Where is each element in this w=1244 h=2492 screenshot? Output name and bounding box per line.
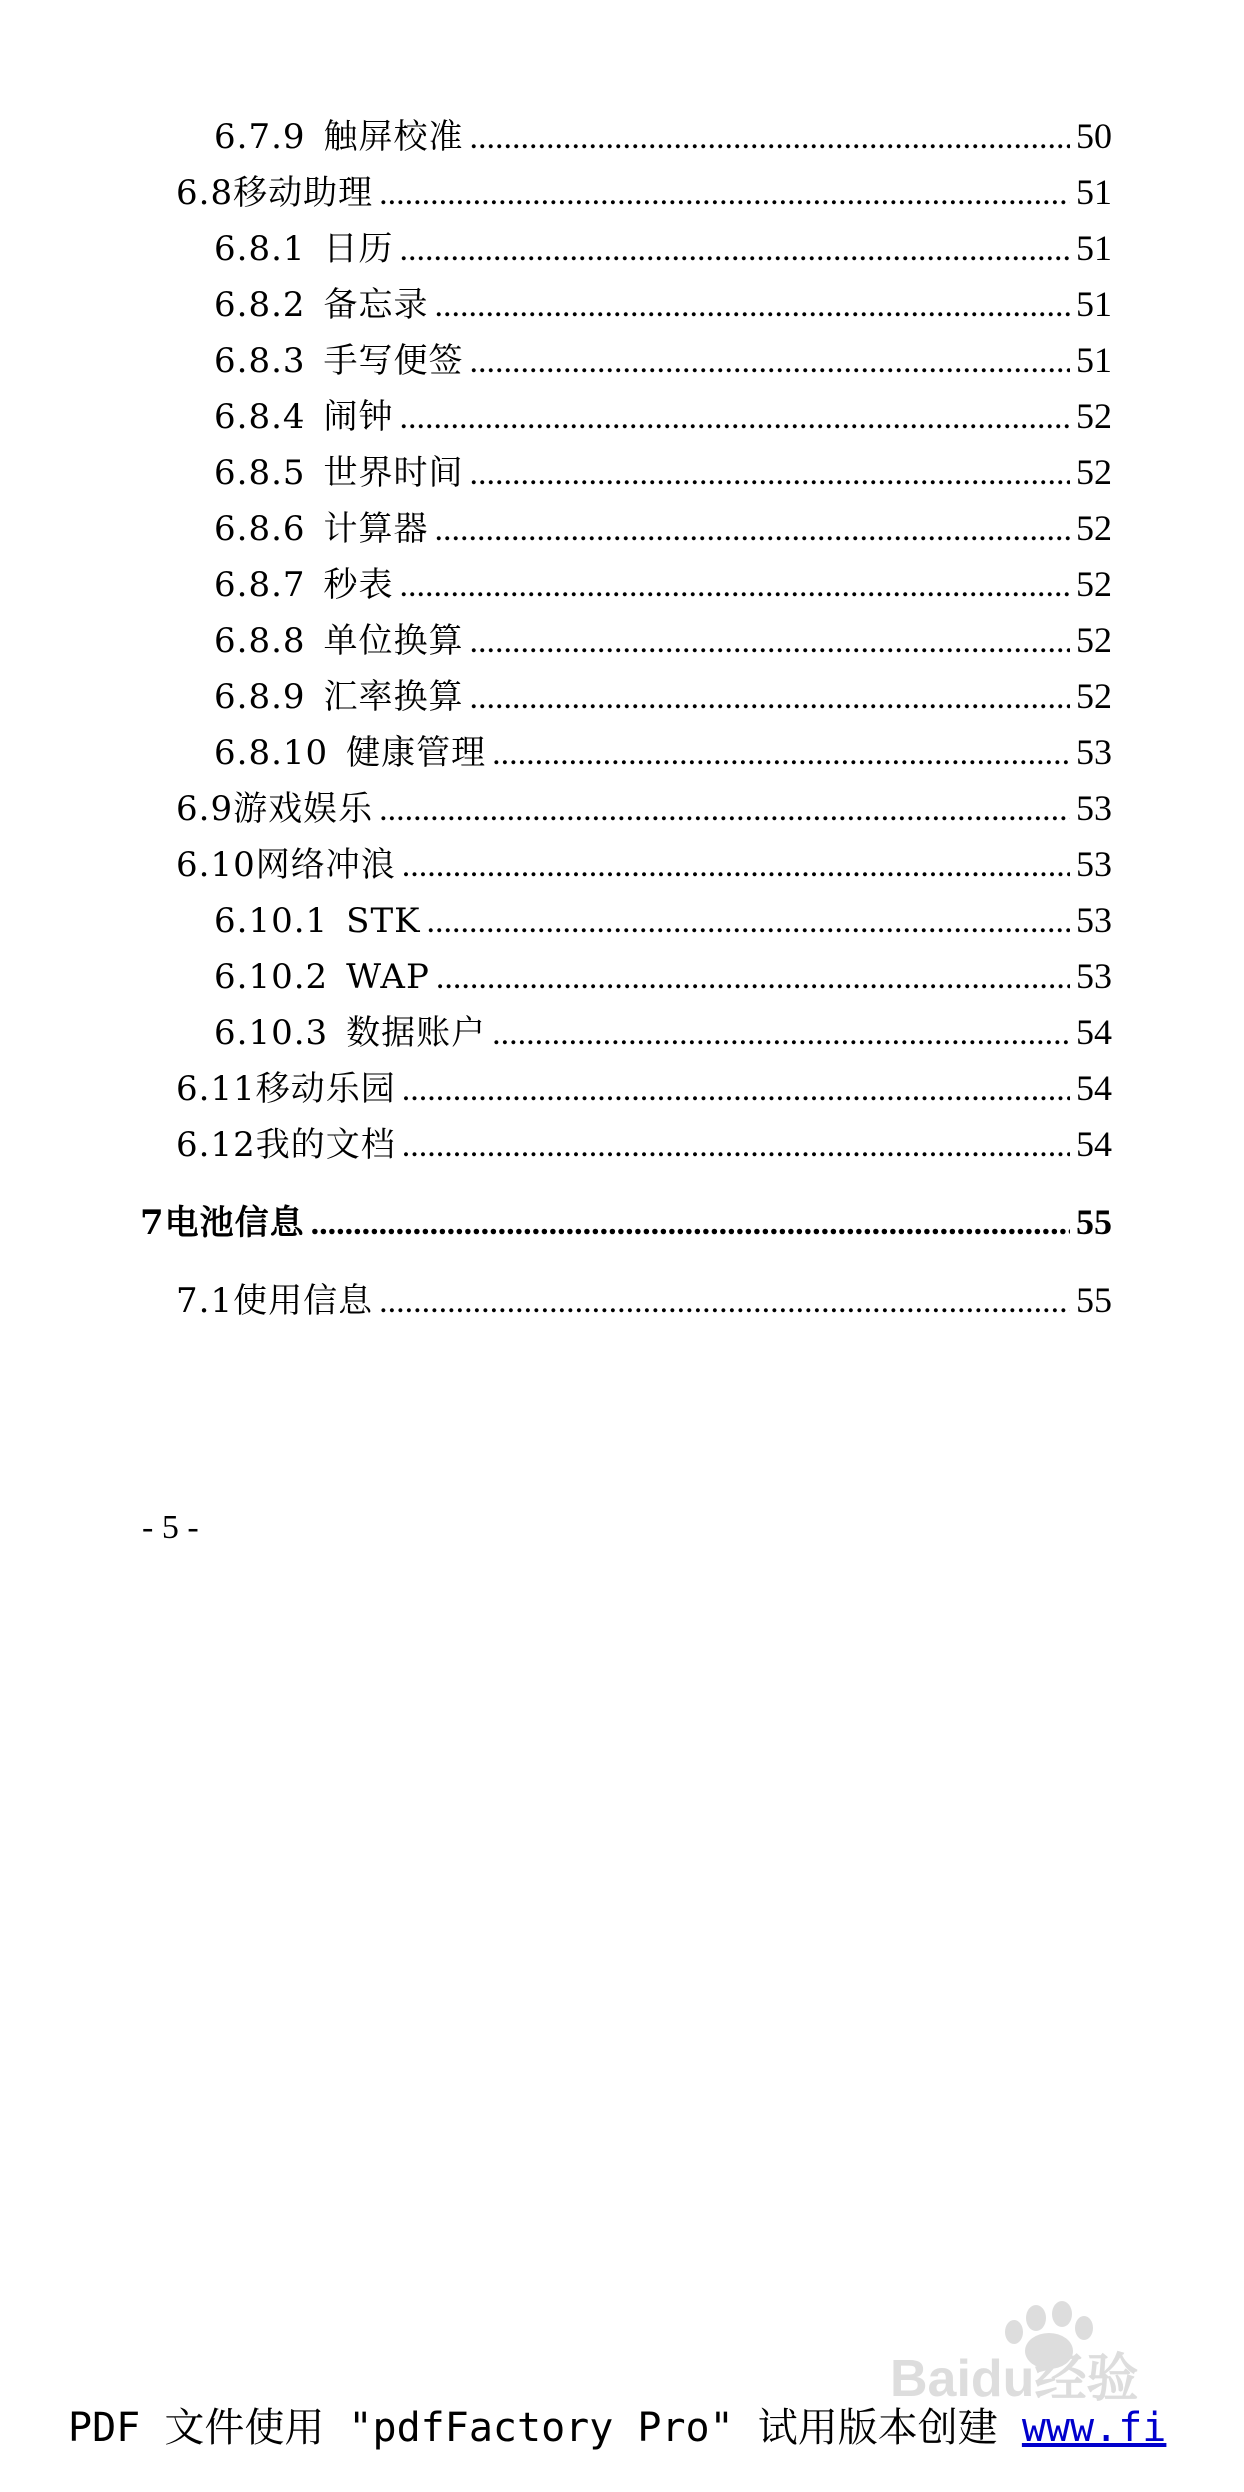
toc-entry-title: 闹钟 [323, 397, 394, 437]
toc-entry[interactable] [214, 952, 1112, 1000]
toc-entry-number: 6.10.1 [214, 901, 329, 941]
toc-entry-number: 7 [140, 1203, 165, 1243]
toc-entry-page: 54 [1076, 1124, 1112, 1164]
toc-entry-title: 秒表 [323, 565, 394, 605]
toc-entry-title: 健康管理 [346, 733, 487, 773]
toc-dot-leader [379, 785, 1070, 833]
toc-entry-page: 50 [1076, 116, 1112, 156]
toc-dot-leader [379, 1277, 1070, 1325]
toc-entry[interactable] [214, 616, 1112, 664]
toc-entry-title: 使用信息 [233, 1281, 374, 1321]
toc-entry-title: 备忘录 [323, 285, 429, 325]
toc-entry-title: 世界时间 [323, 453, 464, 493]
toc-entry-title: 计算器 [323, 509, 429, 549]
toc-entry[interactable] [214, 728, 1112, 776]
toc-entry-number: 6.8.4 [214, 397, 306, 437]
toc-entry-title: 移动助理 [233, 173, 374, 213]
toc-entry-number: 6.8.10 [214, 733, 329, 773]
toc-entry[interactable] [176, 1120, 1112, 1168]
toc-entry-title: 单位换算 [323, 621, 464, 661]
toc-entry[interactable] [214, 392, 1112, 440]
toc-entry-title: WAP [346, 957, 430, 997]
page-number: - 5 - [142, 1509, 199, 1546]
toc-entry-page: 55 [1076, 1202, 1112, 1242]
toc-entry-number: 6.7.9 [214, 117, 306, 157]
toc-entry-number: 6.8.1 [214, 229, 306, 269]
toc-entry-number: 6.11 [176, 1069, 256, 1109]
toc-entry[interactable] [214, 336, 1112, 384]
toc-entry-title: 数据账户 [346, 1013, 487, 1053]
toc-entry-page: 52 [1076, 676, 1112, 716]
toc-entry[interactable] [214, 896, 1112, 944]
toc-entry[interactable] [214, 448, 1112, 496]
toc-dot-leader [402, 841, 1070, 889]
toc-entry-page: 52 [1076, 396, 1112, 436]
toc-entry-title: 电池信息 [164, 1203, 305, 1243]
toc-entry[interactable] [214, 280, 1112, 328]
toc-entry-number: 6.9 [176, 789, 234, 829]
toc-entry-title: 网络冲浪 [255, 845, 396, 885]
toc-entry-number: 6.8.9 [214, 677, 306, 717]
toc-entry-page: 53 [1076, 900, 1112, 940]
toc-entry-number: 6.8.5 [214, 453, 306, 493]
toc-entry-page: 51 [1076, 228, 1112, 268]
toc-entry-number: 6.10.3 [214, 1013, 329, 1053]
toc-entry-number: 6.8.6 [214, 509, 306, 549]
toc-dot-leader [470, 449, 1070, 497]
toc-entry[interactable] [214, 224, 1112, 272]
toc-dot-leader [470, 673, 1070, 721]
toc-entry[interactable] [176, 168, 1112, 216]
toc-entry-title: 手写便签 [323, 341, 464, 381]
toc-dot-leader [435, 505, 1070, 553]
toc-entry[interactable] [214, 560, 1112, 608]
toc-entry-number: 6.10.2 [214, 957, 329, 997]
toc-entry[interactable] [176, 1064, 1112, 1112]
toc-entry-number: 6.8.7 [214, 565, 306, 605]
pdf-factory-footer [68, 2398, 1244, 2458]
toc-entry-number: 6.12 [176, 1125, 256, 1165]
toc-entry-page: 55 [1076, 1280, 1112, 1320]
toc-dot-leader [435, 281, 1070, 329]
toc-entry-page: 53 [1076, 844, 1112, 884]
toc-dot-leader [470, 617, 1070, 665]
toc-entry[interactable] [176, 784, 1112, 832]
toc-entry-title: 我的文档 [255, 1125, 396, 1165]
toc-dot-leader [379, 169, 1070, 217]
baidu-jingyan-watermark-icon [886, 2296, 1186, 2406]
toc-entry[interactable] [214, 504, 1112, 552]
toc-entry[interactable] [214, 1008, 1112, 1056]
toc-dot-leader [311, 1199, 1070, 1247]
toc-dot-leader [402, 1065, 1070, 1113]
toc-entry-number: 6.10 [176, 845, 256, 885]
watermark-brand: Baidu经验 [890, 2350, 1139, 2406]
toc-entry-title: 游戏娱乐 [233, 789, 374, 829]
toc-entry-page: 53 [1076, 788, 1112, 828]
toc-dot-leader [400, 393, 1070, 441]
toc-dot-leader [492, 729, 1070, 777]
toc-entry-number: 6.8.3 [214, 341, 306, 381]
footer-text: PDF 文件使用 "pdfFactory Pro" 试用版本创建 [68, 2405, 1022, 2451]
toc-entry[interactable] [214, 672, 1112, 720]
toc-entry-number: 7.1 [176, 1281, 234, 1321]
toc-dot-leader [400, 225, 1070, 273]
toc-dot-leader [492, 1009, 1070, 1057]
toc-dot-leader [436, 953, 1070, 1001]
toc-entry-page: 51 [1076, 172, 1112, 212]
toc-dot-leader [470, 337, 1070, 385]
toc-entry-page: 54 [1076, 1068, 1112, 1108]
toc-entry-number: 6.8.2 [214, 285, 306, 325]
toc-entry-title: 触屏校准 [323, 117, 464, 157]
toc-entry[interactable] [176, 1276, 1112, 1324]
toc-entry-page: 53 [1076, 956, 1112, 996]
toc-entry-page: 53 [1076, 732, 1112, 772]
toc-dot-leader [427, 897, 1070, 945]
footer-link[interactable]: www.fi [1021, 2405, 1167, 2451]
toc-entry-page: 54 [1076, 1012, 1112, 1052]
toc-entry[interactable] [176, 840, 1112, 888]
toc-entry[interactable] [140, 1198, 1112, 1246]
toc-entry-title: 日历 [323, 229, 394, 269]
toc-dot-leader [400, 561, 1070, 609]
toc-entry-title: 移动乐园 [255, 1069, 396, 1109]
toc-entry-page: 52 [1076, 452, 1112, 492]
toc-entry-number: 6.8 [176, 173, 234, 213]
toc-entry-number: 6.8.8 [214, 621, 306, 661]
toc-entry-page: 51 [1076, 284, 1112, 324]
toc-entry-page: 52 [1076, 620, 1112, 660]
toc-entry-page: 51 [1076, 340, 1112, 380]
toc-entry-page: 52 [1076, 564, 1112, 604]
toc-dot-leader [402, 1121, 1070, 1169]
toc-entry-title: STK [346, 901, 421, 941]
toc-entry-page: 52 [1076, 508, 1112, 548]
toc-entry-title: 汇率换算 [323, 677, 464, 717]
toc-dot-leader [470, 113, 1070, 161]
toc-entry[interactable] [214, 112, 1112, 160]
